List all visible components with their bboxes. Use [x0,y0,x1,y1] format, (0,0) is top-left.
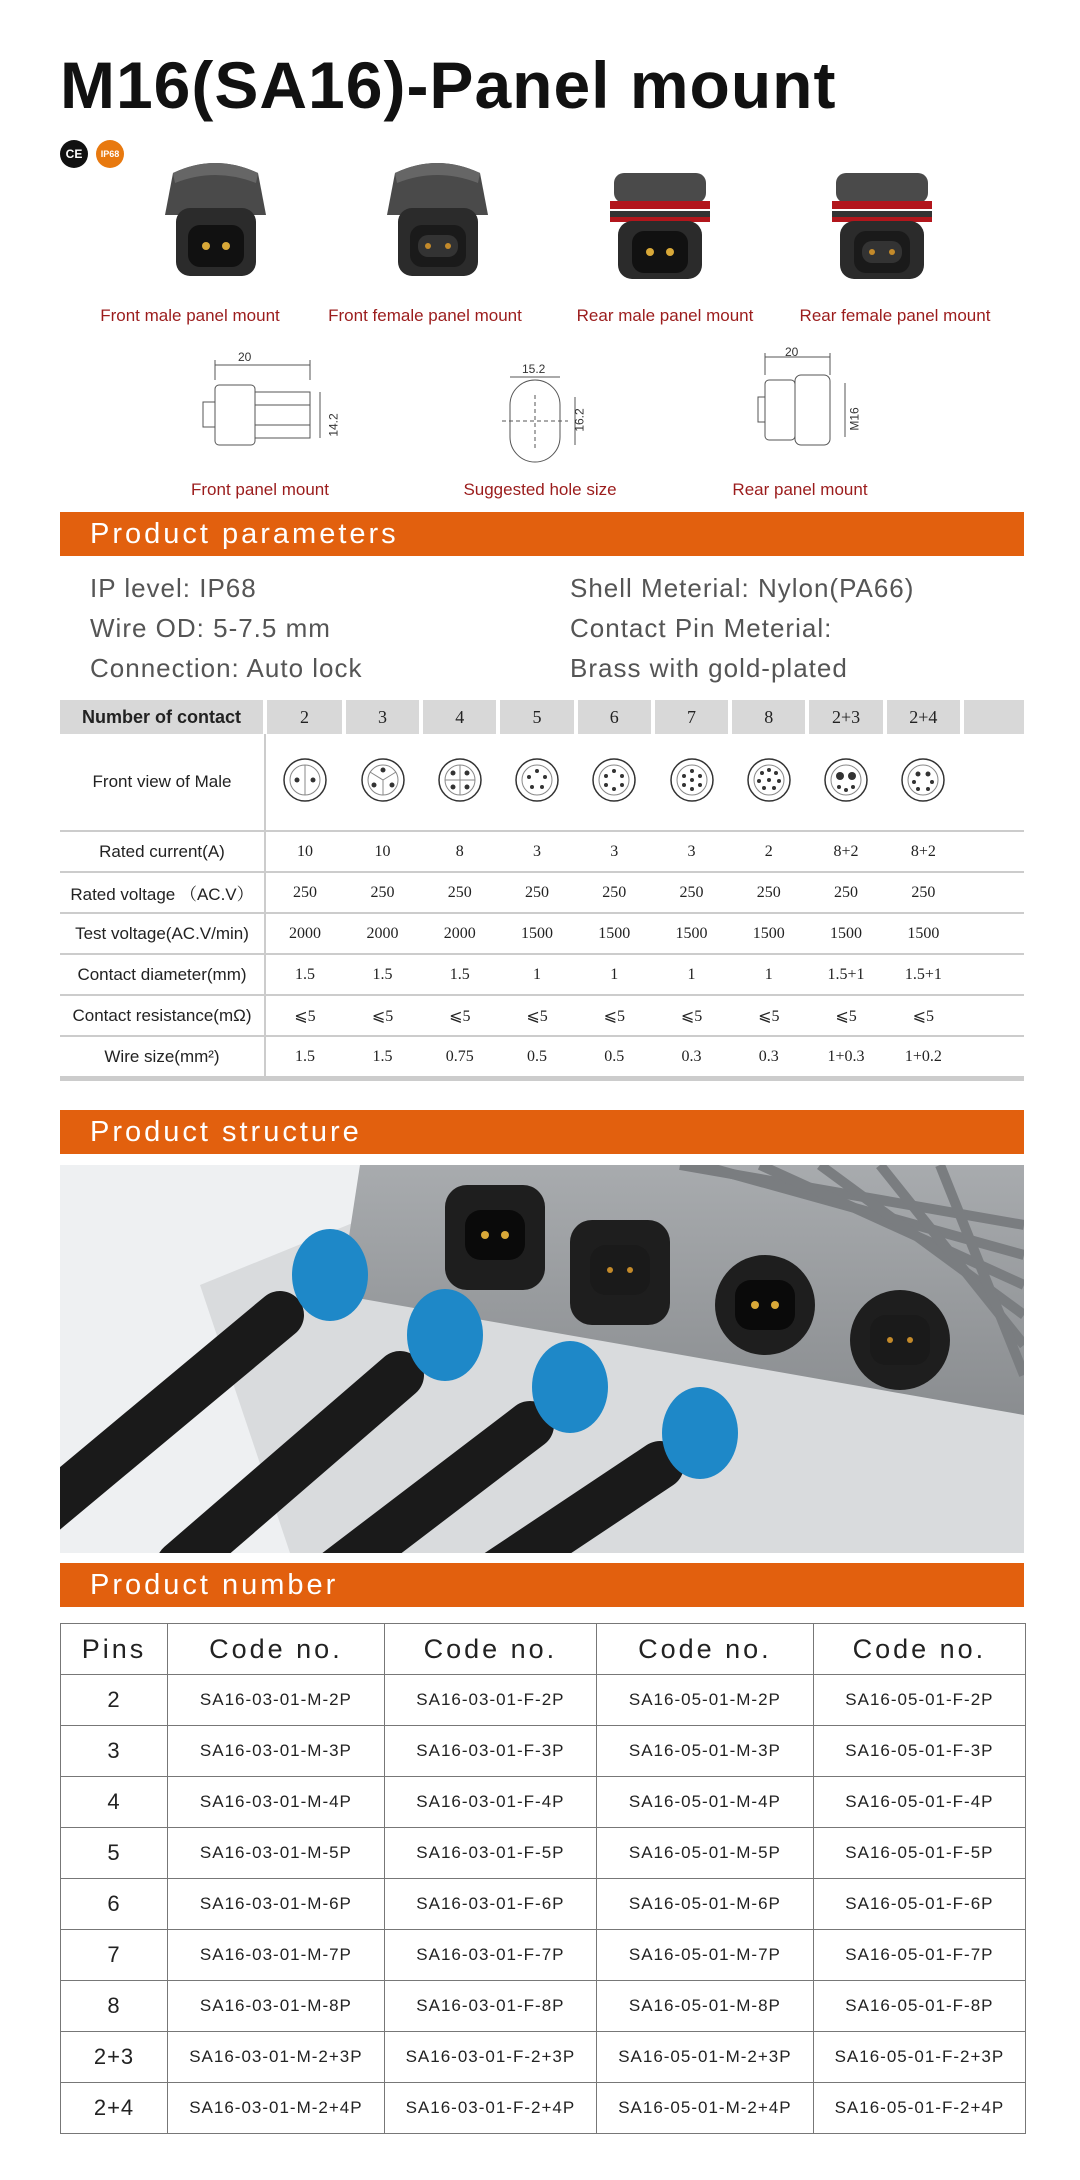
spec-cell: ⩽5 [730,995,807,1036]
rear-male-connector-image [592,153,727,283]
rear-panel-drawing [755,345,875,460]
part-code: SA16-05-01-F-8P [813,1981,1025,2032]
part-code: SA16-03-01-F-8P [384,1981,596,2032]
spec-cell: 250 [265,872,344,913]
pin-count: 3 [61,1726,168,1777]
spec-cell: 1500 [653,913,730,954]
front-panel-drawing [185,350,345,465]
spec-cell: 0.5 [576,1036,653,1079]
spec-cell: 10 [344,831,421,872]
spec-table [60,700,1024,1081]
pin-count: 6 [61,1879,168,1930]
spec-row [60,831,1024,872]
part-number-row [61,1879,1026,1930]
spec-row [60,913,1024,954]
spec-spacer [962,1036,1024,1079]
part-code: SA16-05-01-F-5P [813,1828,1025,1879]
caption-rear-female: Rear female panel mount [799,306,991,325]
spec-cell: 250 [421,872,498,913]
spec-cell: 250 [885,872,962,913]
caption-hole-size: Suggested hole size [463,480,617,499]
section-header-structure: Product structure [60,1110,1024,1154]
header-spacer [962,700,1024,734]
spec-cell: 250 [576,872,653,913]
spec-cell: 1 [498,954,575,995]
spec-cell: 1500 [807,913,884,954]
spec-cell: 1 [730,954,807,995]
pin-layout-6-icon [576,734,653,831]
caption-front-female: Front female panel mount [328,306,522,325]
spec-cell: 1+0.2 [885,1036,962,1079]
part-code: SA16-05-01-M-3P [596,1726,813,1777]
pin-count: 8 [61,1981,168,2032]
ce-mark: CE [60,140,88,168]
spec-cell: 2000 [421,913,498,954]
spec-cell: ⩽5 [807,995,884,1036]
spec-spacer [962,913,1024,954]
part-code: SA16-05-01-F-4P [813,1777,1025,1828]
spec-row-label: Test voltage(AC.V/min) [60,913,265,954]
spec-cell: 250 [498,872,575,913]
spec-cell: ⩽5 [498,995,575,1036]
param-wire-od: Wire OD: 5-7.5 mm [90,613,331,643]
spec-cell: 1.5+1 [885,954,962,995]
pin-layout-3-icon [344,734,421,831]
spec-cell: ⩽5 [885,995,962,1036]
part-code: SA16-03-01-M-2P [168,1675,385,1726]
spec-cell: 3 [498,831,575,872]
front-view-row [60,734,1024,831]
spec-cell: 1500 [885,913,962,954]
part-code: SA16-05-01-F-3P [813,1726,1025,1777]
section-header-parameters: Product parameters [60,512,1024,556]
part-code: SA16-03-01-M-7P [168,1930,385,1981]
front-male-connector-image [148,153,283,283]
pin-layout-5-icon [498,734,575,831]
spec-cell: 1.5 [265,1036,344,1079]
contact-count: 4 [421,700,498,734]
part-code: SA16-05-01-F-2+4P [813,2083,1025,2134]
part-code: SA16-03-01-F-2+3P [384,2032,596,2083]
spec-cell: 1500 [576,913,653,954]
pin-layout-7-icon [653,734,730,831]
param-pin-material-detail: Brass with gold-plated [570,653,848,683]
part-code: SA16-05-01-M-4P [596,1777,813,1828]
rear-dim-thread: M16 [847,407,862,431]
contact-count: 2 [265,700,344,734]
part-code: SA16-05-01-F-2P [813,1675,1025,1726]
front-dim-width: 20 [238,350,252,364]
part-code: SA16-05-01-M-6P [596,1879,813,1930]
part-code: SA16-03-01-F-6P [384,1879,596,1930]
spec-cell: 0.3 [730,1036,807,1079]
part-code: SA16-03-01-F-7P [384,1930,596,1981]
pin-count: 5 [61,1828,168,1879]
spec-spacer [962,995,1024,1036]
part-code: SA16-05-01-M-7P [596,1930,813,1981]
spec-cell: 10 [265,831,344,872]
spec-row-label: Rated current(A) [60,831,265,872]
spec-cell: 1.5+1 [807,954,884,995]
part-number-header-row [61,1624,1026,1675]
part-code: SA16-03-01-M-5P [168,1828,385,1879]
code-header: Code no. [168,1624,385,1675]
part-code: SA16-03-01-M-6P [168,1879,385,1930]
part-number-row [61,2083,1026,2134]
pin-count: 2 [61,1675,168,1726]
part-code: SA16-03-01-F-2+4P [384,2083,596,2134]
spec-row [60,872,1024,913]
code-header: Code no. [384,1624,596,1675]
spec-row-label: Contact diameter(mm) [60,954,265,995]
spec-cell: ⩽5 [653,995,730,1036]
param-ip-level: IP level: IP68 [90,573,257,603]
contact-count: 8 [730,700,807,734]
spec-cell: 1500 [498,913,575,954]
spec-spacer [962,872,1024,913]
spec-cell: 1 [576,954,653,995]
part-code: SA16-03-01-M-2+4P [168,2083,385,2134]
code-header: Code no. [813,1624,1025,1675]
front-dim-height: 14.2 [326,413,341,437]
param-pin-material: Contact Pin Meterial: [570,613,833,643]
spec-cell: 1.5 [265,954,344,995]
part-code: SA16-03-01-F-5P [384,1828,596,1879]
part-number-row [61,1675,1026,1726]
contact-count: 3 [344,700,421,734]
spec-row-label: Rated voltage （AC.V） [60,872,265,913]
rear-dim-width: 20 [785,345,799,359]
part-number-row [61,1726,1026,1777]
caption-rear-male: Rear male panel mount [576,306,754,325]
contact-count: 6 [576,700,653,734]
front-view-spacer [962,734,1024,831]
spec-cell: 1.5 [344,954,421,995]
spec-cell: 8+2 [885,831,962,872]
rear-female-connector-image [814,153,949,283]
spec-header-label: Number of contact [60,700,265,734]
spec-cell: 0.3 [653,1036,730,1079]
spec-row-label: Contact resistance(mΩ) [60,995,265,1036]
pin-layout-2-3-icon [807,734,884,831]
spec-cell: 1.5 [344,1036,421,1079]
part-code: SA16-05-01-M-2+3P [596,2032,813,2083]
part-code: SA16-03-01-M-4P [168,1777,385,1828]
spec-cell: 250 [807,872,884,913]
product-structure-image [60,1165,1024,1553]
spec-cell: ⩽5 [421,995,498,1036]
part-code: SA16-03-01-F-4P [384,1777,596,1828]
part-number-row [61,1777,1026,1828]
spec-cell: ⩽5 [344,995,421,1036]
spec-cell: 2 [730,831,807,872]
pin-count: 7 [61,1930,168,1981]
part-number-row [61,1930,1026,1981]
caption-front-panel: Front panel mount [191,480,329,499]
spec-cell: 1 [653,954,730,995]
part-code: SA16-05-01-F-2+3P [813,2032,1025,2083]
part-code: SA16-03-01-F-3P [384,1726,596,1777]
page-title: M16(SA16)-Panel mount [60,48,837,122]
spec-spacer [962,954,1024,995]
param-connection: Connection: Auto lock [90,653,363,683]
spec-row [60,1036,1024,1079]
spec-spacer [962,831,1024,872]
pin-layout-2-4-icon [885,734,962,831]
pin-layout-4-icon [421,734,498,831]
part-code: SA16-05-01-M-8P [596,1981,813,2032]
spec-cell: 0.75 [421,1036,498,1079]
spec-row [60,995,1024,1036]
spec-cell: 250 [344,872,421,913]
contact-count: 2+4 [885,700,962,734]
caption-front-male: Front male panel mount [100,306,280,325]
part-code: SA16-03-01-F-2P [384,1675,596,1726]
caption-rear-panel: Rear panel mount [732,480,868,499]
spec-cell: ⩽5 [576,995,653,1036]
ip68-badge: IP68 [96,140,124,168]
code-header: Code no. [596,1624,813,1675]
pin-count: 4 [61,1777,168,1828]
spec-cell: 250 [730,872,807,913]
pin-count: 2+4 [61,2083,168,2134]
spec-cell: 3 [653,831,730,872]
part-number-row [61,1981,1026,2032]
front-female-connector-image [370,153,505,283]
spec-cell: 2000 [344,913,421,954]
spec-row-label: Wire size(mm²) [60,1036,265,1079]
hole-dim-height: 16.2 [572,408,587,432]
param-shell-material: Shell Meterial: Nylon(PA66) [570,573,915,603]
part-number-row [61,1828,1026,1879]
part-code: SA16-05-01-M-2+4P [596,2083,813,2134]
spec-cell: 1500 [730,913,807,954]
part-number-table [60,1623,1026,2134]
spec-cell: ⩽5 [265,995,344,1036]
spec-cell: 8+2 [807,831,884,872]
pins-header: Pins [61,1624,168,1675]
part-number-row [61,2032,1026,2083]
part-code: SA16-05-01-M-2P [596,1675,813,1726]
pin-count: 2+3 [61,2032,168,2083]
hole-dim-width: 15.2 [522,362,546,376]
spec-cell: 8 [421,831,498,872]
part-code: SA16-05-01-F-6P [813,1879,1025,1930]
spec-header-row [60,700,1024,734]
part-code: SA16-05-01-F-7P [813,1930,1025,1981]
contact-count: 2+3 [807,700,884,734]
spec-cell: 1.5 [421,954,498,995]
pin-layout-2-icon [265,734,344,831]
part-code: SA16-03-01-M-8P [168,1981,385,2032]
spec-cell: 2000 [265,913,344,954]
part-code: SA16-05-01-M-5P [596,1828,813,1879]
spec-cell: 250 [653,872,730,913]
spec-row [60,954,1024,995]
part-code: SA16-03-01-M-2+3P [168,2032,385,2083]
part-code: SA16-03-01-M-3P [168,1726,385,1777]
contact-count: 5 [498,700,575,734]
section-header-number: Product number [60,1563,1024,1607]
contact-count: 7 [653,700,730,734]
spec-cell: 0.5 [498,1036,575,1079]
pin-layout-8-icon [730,734,807,831]
spec-cell: 3 [576,831,653,872]
spec-cell: 1+0.3 [807,1036,884,1079]
front-view-label: Front view of Male [60,734,265,831]
